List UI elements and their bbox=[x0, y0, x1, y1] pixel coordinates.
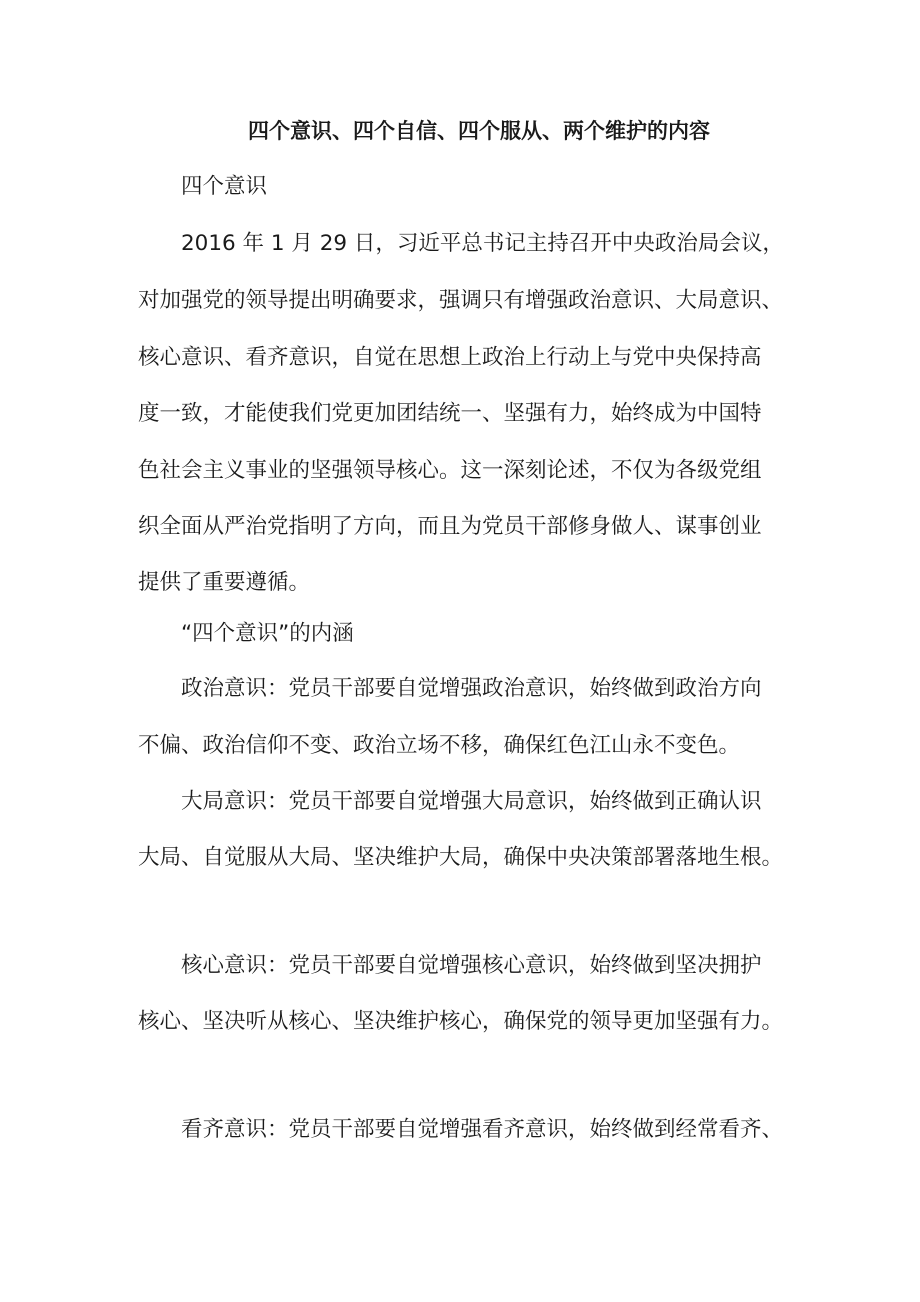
paragraph-line: 核心意识、看齐意识，自觉在思想上政治上行动上与党中央保持高 bbox=[138, 345, 762, 370]
paragraph-line: 政治意识：党员干部要自觉增强政治意识，始终做到政治方向 bbox=[181, 676, 762, 701]
paragraph-line: 2016 年 1 月 29 日，习近平总书记主持召开中央政治局会议， bbox=[181, 231, 784, 256]
paragraph-line: 织全面从严治党指明了方向，而且为党员干部修身做人、谋事创业 bbox=[138, 514, 762, 539]
paragraph-line: 提供了重要遵循。 bbox=[138, 570, 311, 595]
paragraph-line: 核心、坚决听从核心、坚决维护核心，确保党的领导更加坚强有力。 bbox=[138, 1009, 784, 1034]
paragraph-line: 核心意识：党员干部要自觉增强核心意识，始终做到坚决拥护 bbox=[181, 953, 762, 978]
paragraph-line: 对加强党的领导提出明确要求，强调只有增强政治意识、大局意识、 bbox=[138, 288, 784, 313]
paragraph-line: 不偏、政治信仰不变、政治立场不移，确保红色江山永不变色。 bbox=[138, 733, 741, 758]
section-heading: 四个意识 bbox=[181, 174, 268, 199]
document-title: 四个意识、四个自信、四个服从、两个维护的内容 bbox=[248, 119, 710, 143]
subheading: “四个意识”的内涵 bbox=[181, 621, 354, 646]
paragraph-line: 大局意识：党员干部要自觉增强大局意识，始终做到正确认识 bbox=[181, 789, 762, 814]
paragraph-line: 度一致，才能使我们党更加团结统一、坚强有力，始终成为中国特 bbox=[138, 401, 762, 426]
paragraph-line: 看齐意识：党员干部要自觉增强看齐意识，始终做到经常看齐、 bbox=[181, 1117, 784, 1142]
paragraph-line: 大局、自觉服从大局、坚决维护大局，确保中央决策部署落地生根。 bbox=[138, 845, 784, 870]
paragraph-line: 色社会主义事业的坚强领导核心。这一深刻论述，不仅为各级党组 bbox=[138, 458, 762, 483]
